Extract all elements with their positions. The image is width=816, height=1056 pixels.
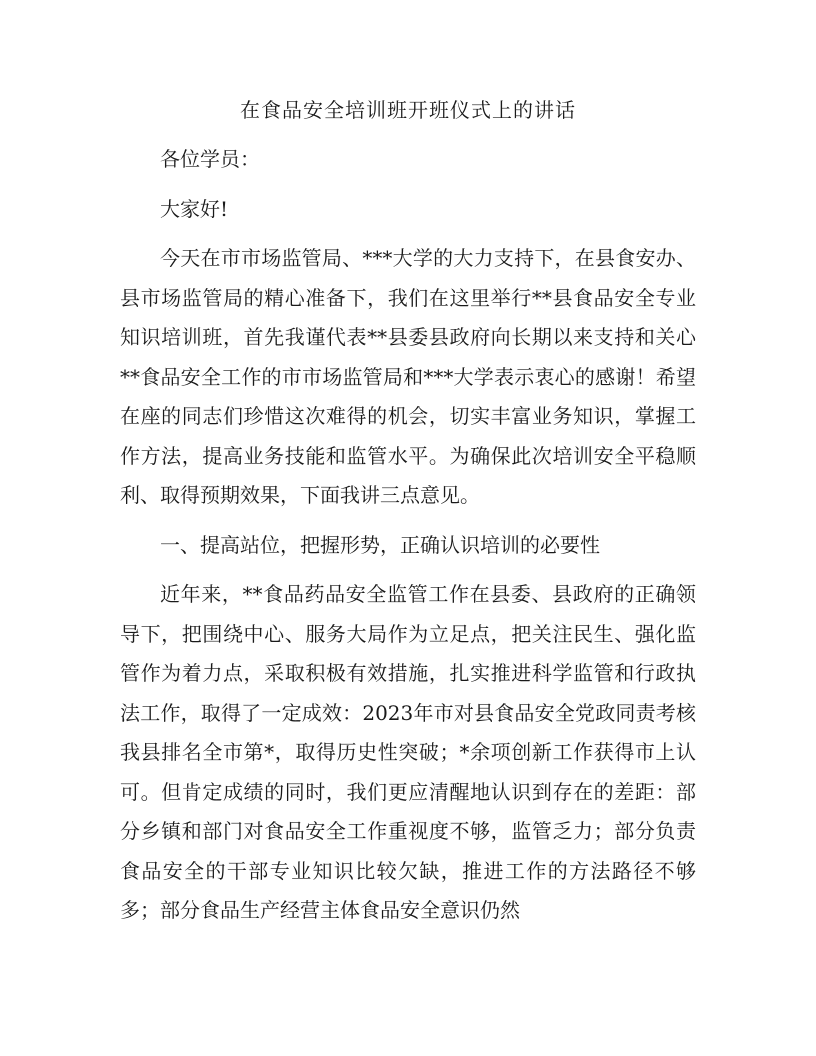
greeting: 大家好! (160, 196, 229, 221)
spacer (120, 565, 696, 575)
section-1-paragraph: 近年来，**食品药品安全监管工作在县委、县政府的正确领导下，把围绕中心、服务大局作为立足点，把关注民生、强化监管作为着力点，采取积极有效措施，扎实推进科学监管和行政执法工作，取得了一定成效：2023年市对县食品安全党政同责考核我县排名全市第*，取得历史性突破；*余项创新工作获得市上认可。但肯定成绩的同时，我们更应清醒地认识到存在的差距：部分乡镇和部门对食品安全工作重视度不够，监管乏力；部分负责食品安全的干部专业知识比较欠缺，推进工作的方法路径不够多；部分食品生产经营主体食品安全意识仍然 (120, 582, 696, 922)
document-body (120, 140, 696, 931)
spacer (120, 516, 696, 526)
spacer (120, 229, 696, 239)
opening-paragraph: 今天在市市场监管局、***大学的大力支持下，在县食安办、县市场监管局的精心准备下，我们在这里举行**县食品安全专业知识培训班，首先我谨代表**县委县政府向长期以来支持和关心**食品安全工作的市市场监管局和***大学表示衷心的感谢！希望在座的同志们珍惜这次难得的机会，切实丰富业务知识，掌握工作方法，提高业务技能和监管水平。为确保此次培训安全平稳顺利、取得预期效果，下面我讲三点意见。 (120, 246, 696, 507)
spacer (120, 180, 696, 190)
document-title: 在食品安全培训班开班仪式上的讲话 (240, 98, 576, 122)
salutation: 各位学员： (160, 147, 260, 171)
section-heading-1: 一、提高站位，把握形势，正确认识培训的必要性 (160, 532, 600, 557)
